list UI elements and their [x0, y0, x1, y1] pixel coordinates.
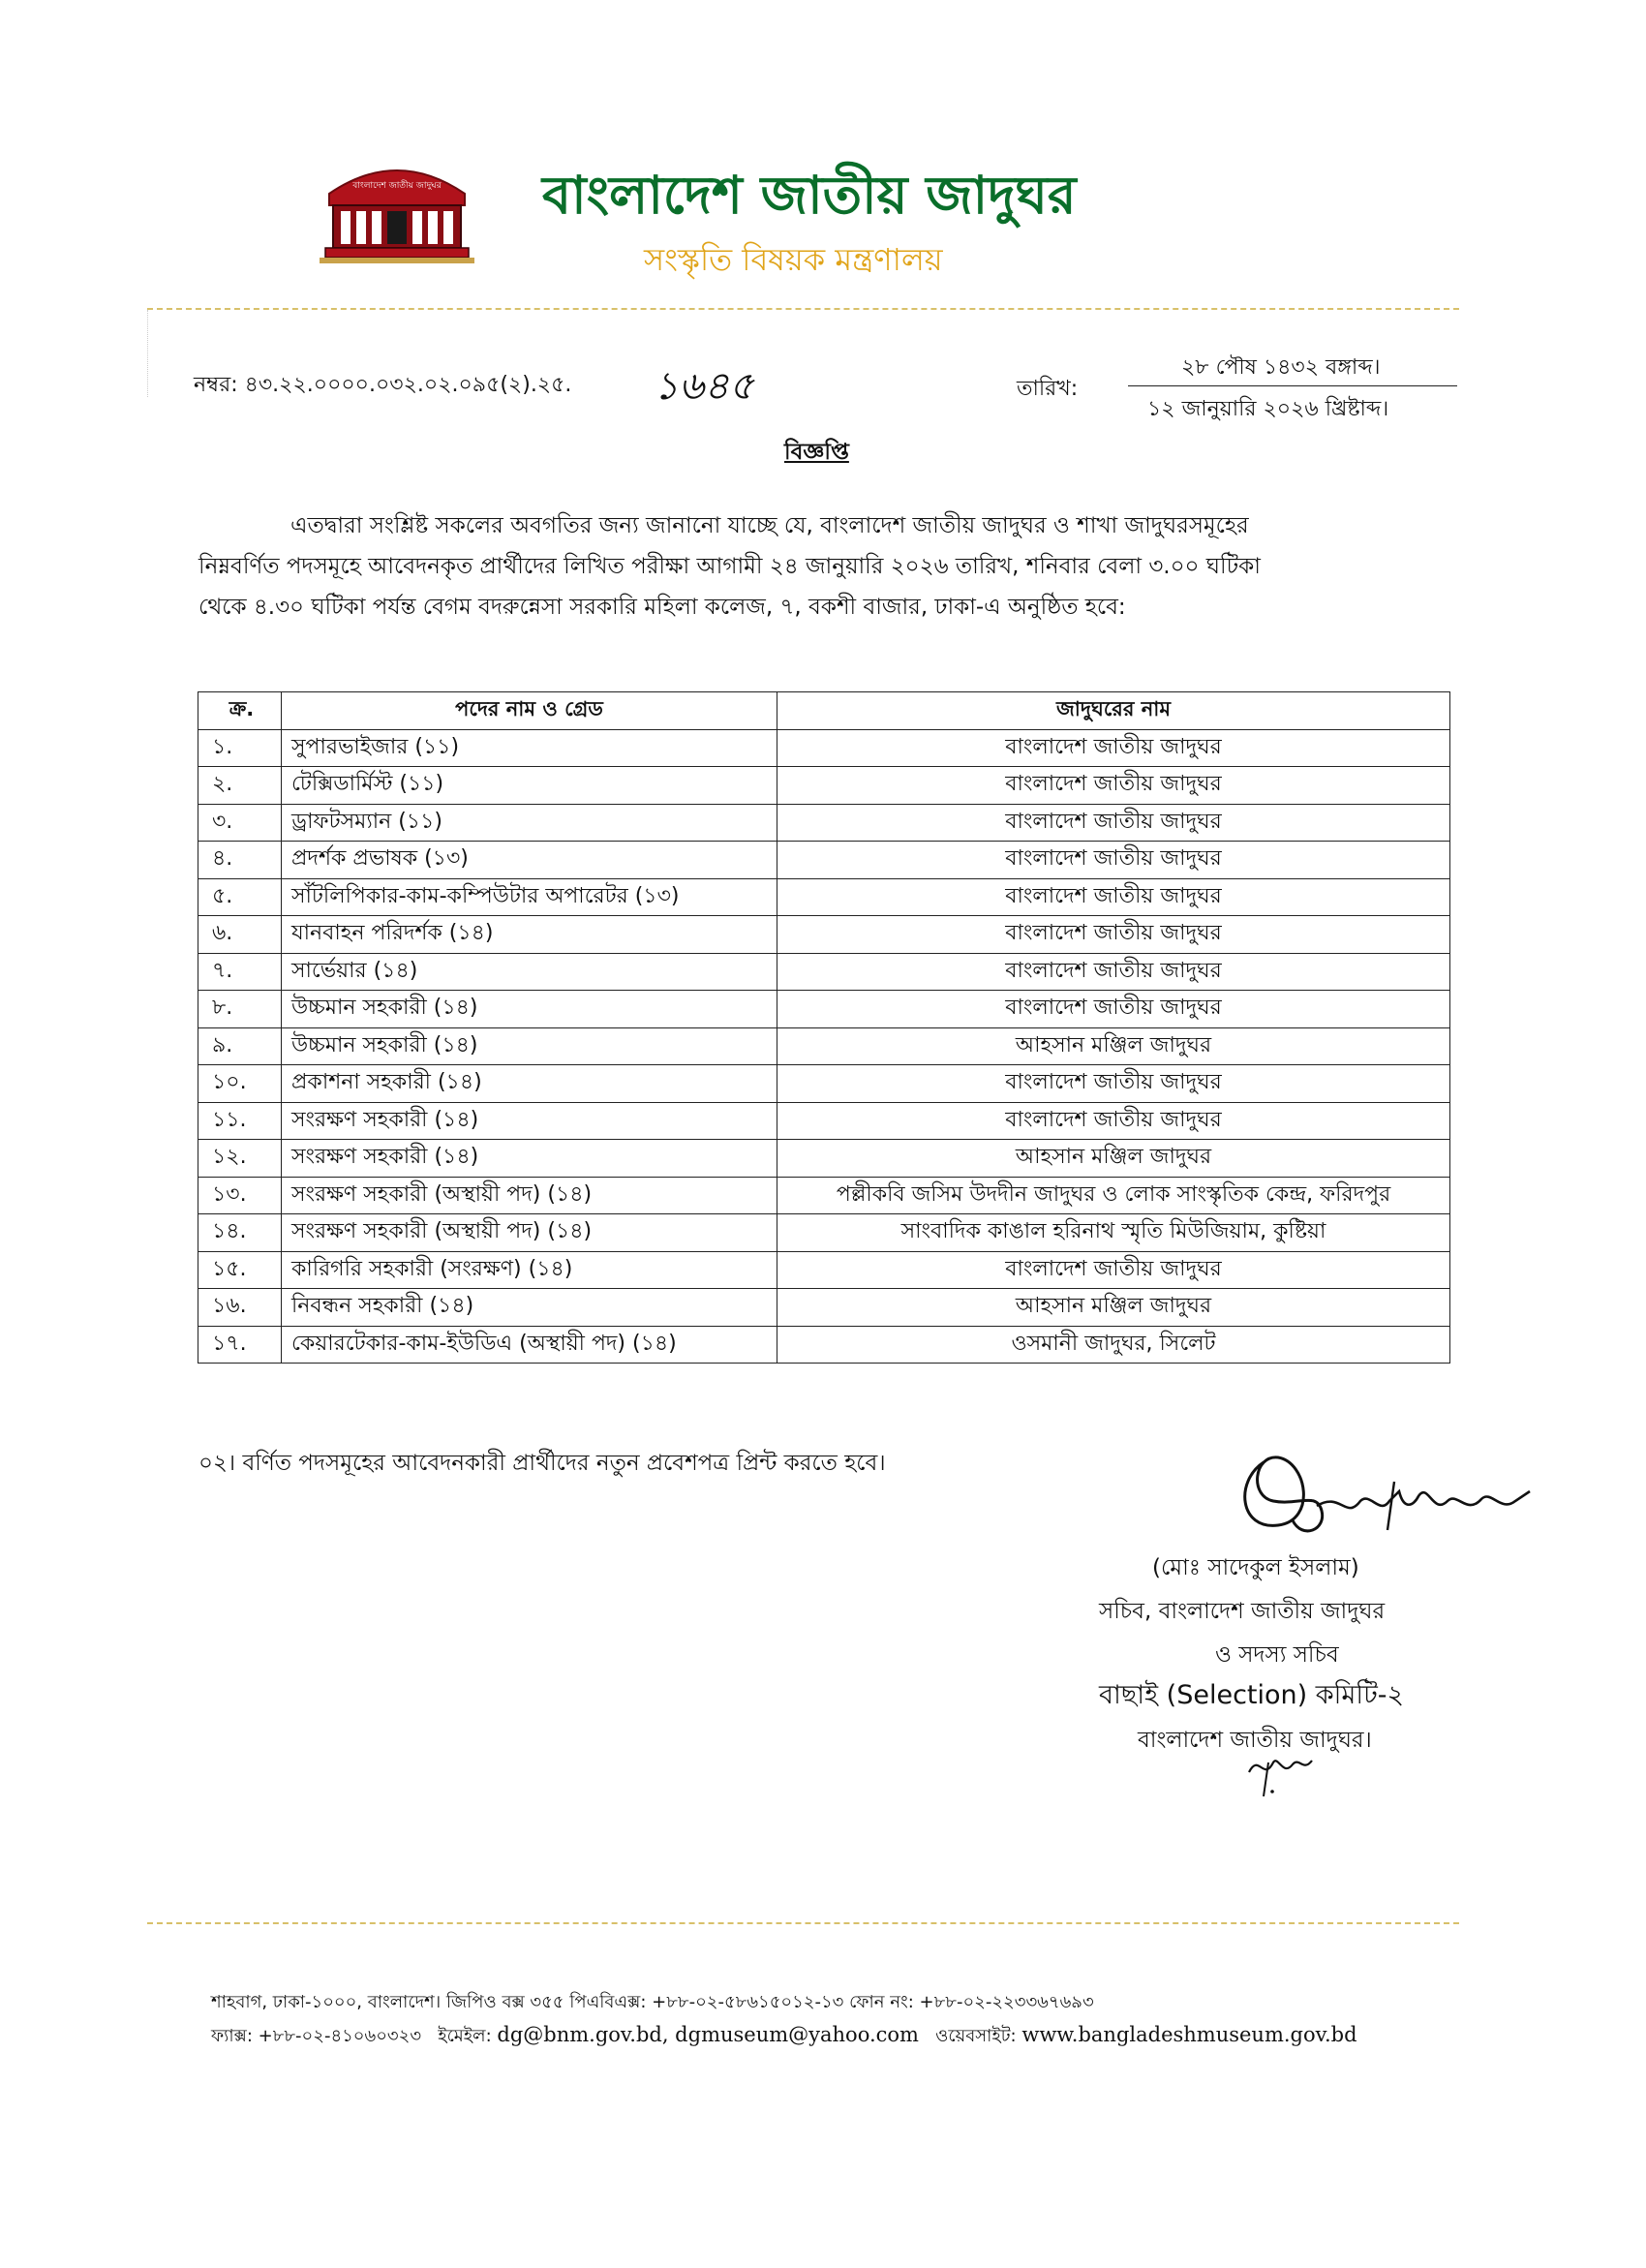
footer-contact — [211, 2022, 1357, 2052]
date-bangla: ২৮ পৌষ ১৪৩২ বঙ্গাব্দ। — [1181, 355, 1381, 380]
table-row — [198, 1102, 1450, 1140]
serial-cell: ১৫. — [198, 1251, 282, 1289]
header-divider — [147, 308, 1459, 310]
table-header-row — [198, 692, 1450, 730]
notice-title: বিজ্ঞপ্তি — [784, 440, 849, 465]
post-cell: কেয়ারটেকার-কাম-ইউডিএ (অস্থায়ী পদ) (১৪) — [282, 1326, 777, 1364]
museum-logo — [320, 155, 474, 269]
museum-cell: বাংলাদেশ জাতীয় জাদুঘর — [777, 991, 1450, 1028]
post-cell: সংরক্ষণ সহকারী (অস্থায়ী পদ) (১৪) — [282, 1214, 777, 1252]
date-gregorian: ১২ জানুয়ারি ২০২৬ খ্রিষ্টাব্দ। — [1147, 397, 1389, 421]
signatory-committee: বাছাই (Selection) কমিটি-২ — [1099, 1680, 1405, 1710]
table-row — [198, 1177, 1450, 1214]
museum-cell: সাংবাদিক কাঙাল হরিনাথ স্মৃতি মিউজিয়াম, কুষ্টিয়া — [777, 1214, 1450, 1252]
serial-cell: ৯. — [198, 1027, 282, 1065]
table-row — [198, 1214, 1450, 1252]
table-row — [198, 1140, 1450, 1178]
table-row — [198, 804, 1450, 842]
museum-cell: আহসান মঞ্জিল জাদুঘর — [777, 1027, 1450, 1065]
serial-cell: ১. — [198, 729, 282, 767]
signatory-name: (মোঃ সাদেকুল ইসলাম) — [1152, 1555, 1359, 1580]
post-cell: সার্ভেয়ার (১৪) — [282, 953, 777, 991]
table-row — [198, 1065, 1450, 1103]
museum-cell: বাংলাদেশ জাতীয় জাদুঘর — [777, 729, 1450, 767]
museum-cell: বাংলাদেশ জাতীয় জাদুঘর — [777, 1102, 1450, 1140]
footer-email-label: ইমেইল: — [438, 2026, 492, 2046]
post-cell: নিবন্ধন সহকারী (১৪) — [282, 1289, 777, 1327]
signatory-org: বাংলাদেশ জাতীয় জাদুঘর। — [1138, 1728, 1372, 1753]
header-museum: জাদুঘরের নাম — [777, 692, 1450, 730]
table-row — [198, 916, 1450, 954]
handwritten-signature — [1225, 1424, 1544, 1569]
post-cell: উচ্চমান সহকারী (১৪) — [282, 1027, 777, 1065]
post-cell: টেক্সিডার্মিস্ট (১১) — [282, 767, 777, 805]
serial-cell: ৮. — [198, 991, 282, 1028]
post-cell: সুপারভাইজার (১১) — [282, 729, 777, 767]
serial-cell: ৪. — [198, 842, 282, 879]
museum-cell: পল্লীকবি জসিম উদদীন জাদুঘর ও লোক সাংস্কৃতিক কেন্দ্র, ফরিদপুর — [777, 1177, 1450, 1214]
post-cell: প্রকাশনা সহকারী (১৪) — [282, 1065, 777, 1103]
serial-cell: ৭. — [198, 953, 282, 991]
serial-cell: ১৩. — [198, 1177, 282, 1214]
signatory-designation: সচিব, বাংলাদেশ জাতীয় জাদুঘর — [1099, 1599, 1386, 1624]
table-row — [198, 953, 1450, 991]
post-cell: যানবাহন পরিদর্শক (১৪) — [282, 916, 777, 954]
point-two: ০২। বর্ণিত পদসমূহের আবেদনকারী প্রার্থীদের নতুন প্রবেশপত্র প্রিন্ট করতে হবে। — [198, 1451, 886, 1476]
museum-cell: বাংলাদেশ জাতীয় জাদুঘর — [777, 804, 1450, 842]
memo-number-handwritten: ১৬৪৫ — [654, 364, 754, 409]
date-separator — [1128, 385, 1457, 386]
serial-cell: ৫. — [198, 878, 282, 916]
museum-cell: বাংলাদেশ জাতীয় জাদুঘর — [777, 878, 1450, 916]
paragraph-line: এতদ্বারা সংশ্লিষ্ট সকলের অবগতির জন্য জানানো যাচ্ছে যে, বাংলাদেশ জাতীয় জাদুঘর ও শাখা জাদুঘরসমূহের — [290, 513, 1249, 538]
footer-website[interactable]: www.bangladeshmuseum.gov.bd — [1021, 2023, 1357, 2046]
post-cell: সংরক্ষণ সহকারী (১৪) — [282, 1102, 777, 1140]
serial-cell: ৬. — [198, 916, 282, 954]
museum-cell: আহসান মঞ্জিল জাদুঘর — [777, 1140, 1450, 1178]
paragraph-line: থেকে ৪.৩০ ঘটিকা পর্যন্ত বেগম বদরুন্নেসা সরকারি মহিলা কলেজ, ৭, বকশী বাজার, ঢাকা-এ অনুষ্ঠিত হবে: — [198, 595, 1126, 620]
header-serial: ক্র. — [198, 692, 282, 730]
table-row — [198, 878, 1450, 916]
serial-cell: ১৭. — [198, 1326, 282, 1364]
museum-cell: ওসমানী জাদুঘর, সিলেট — [777, 1326, 1450, 1364]
signatory-role: ও সদস্য সচিব — [1215, 1642, 1339, 1668]
post-cell: সাঁটলিপিকার-কাম-কম্পিউটার অপারেটর (১৩) — [282, 878, 777, 916]
date-label: তারিখ: — [1017, 377, 1079, 401]
museum-cell: বাংলাদেশ জাতীয় জাদুঘর — [777, 1065, 1450, 1103]
museum-cell: বাংলাদেশ জাতীয় জাদুঘর — [777, 842, 1450, 879]
footer-website-label: ওয়েবসাইট: — [935, 2026, 1017, 2046]
paragraph-line: নিম্নবর্ণিত পদসমূহে আবেদনকৃত প্রার্থীদের লিখিত পরীক্ষা আগামী ২৪ জানুয়ারি ২০২৬ তারিখ, শনিবার বেলা ৩.০০ ঘটিকা — [198, 554, 1261, 579]
table-row — [198, 1326, 1450, 1364]
footer-divider — [147, 1922, 1459, 1924]
museum-cell: বাংলাদেশ জাতীয় জাদুঘর — [777, 953, 1450, 991]
post-cell: কারিগরি সহকারী (সংরক্ষণ) (১৪) — [282, 1251, 777, 1289]
museum-cell: বাংলাদেশ জাতীয় জাদুঘর — [777, 1251, 1450, 1289]
org-title: বাংলাদেশ জাতীয় জাদুঘর — [542, 165, 1077, 226]
posts-table — [198, 691, 1450, 1364]
serial-cell: ১০. — [198, 1065, 282, 1103]
post-cell: সংরক্ষণ সহকারী (১৪) — [282, 1140, 777, 1178]
footer-email[interactable]: dg@bnm.gov.bd, dgmuseum@yahoo.com — [497, 2023, 919, 2046]
table-row — [198, 767, 1450, 805]
table-row — [198, 729, 1450, 767]
serial-cell: ১৬. — [198, 1289, 282, 1327]
serial-cell: ১২. — [198, 1140, 282, 1178]
table-row — [198, 842, 1450, 879]
table-row — [198, 1289, 1450, 1327]
serial-cell: ১১. — [198, 1102, 282, 1140]
memo-number: নম্বর: ৪৩.২২.০০০০.০৩২.০২.০৯৫(২).২৫. — [194, 373, 572, 397]
serial-cell: ১৪. — [198, 1214, 282, 1252]
post-cell: সংরক্ষণ সহকারী (অস্থায়ী পদ) (১৪) — [282, 1177, 777, 1214]
serial-cell: ২. — [198, 767, 282, 805]
footer-fax: ফ্যাক্স: +৮৮-০২-৪১০৬০৩২৩ — [211, 2026, 422, 2046]
post-cell: উচ্চমান সহকারী (১৪) — [282, 991, 777, 1028]
serial-cell: ৩. — [198, 804, 282, 842]
ministry-name: সংস্কৃতি বিষয়ক মন্ত্রণালয় — [644, 241, 943, 278]
notice-paragraph — [198, 506, 1457, 628]
post-cell: প্রদর্শক প্রভাষক (১৩) — [282, 842, 777, 879]
museum-cell: বাংলাদেশ জাতীয় জাদুঘর — [777, 916, 1450, 954]
museum-cell: আহসান মঞ্জিল জাদুঘর — [777, 1289, 1450, 1327]
table-row — [198, 1027, 1450, 1065]
header-divider-left — [147, 310, 150, 397]
post-cell: ড্রাফটসম্যান (১১) — [282, 804, 777, 842]
logo-text: বাংলাদেশ জাতীয় জাদুঘর — [352, 181, 442, 191]
table-row — [198, 1251, 1450, 1289]
footer-address: শাহবাগ, ঢাকা-১০০০, বাংলাদেশ। জিপিও বক্স ৩৫৫ পিএবিএক্স: +৮৮-০২-৫৮৬১৫০১২-১৩ ফোন নং: +৮৮-০২-২২৩৩৬৭৬৯৩ — [211, 1992, 1094, 2012]
initials-mark — [1239, 1743, 1317, 1801]
museum-cell: বাংলাদেশ জাতীয় জাদুঘর — [777, 767, 1450, 805]
header-post: পদের নাম ও গ্রেড — [282, 692, 777, 730]
table-row — [198, 991, 1450, 1028]
